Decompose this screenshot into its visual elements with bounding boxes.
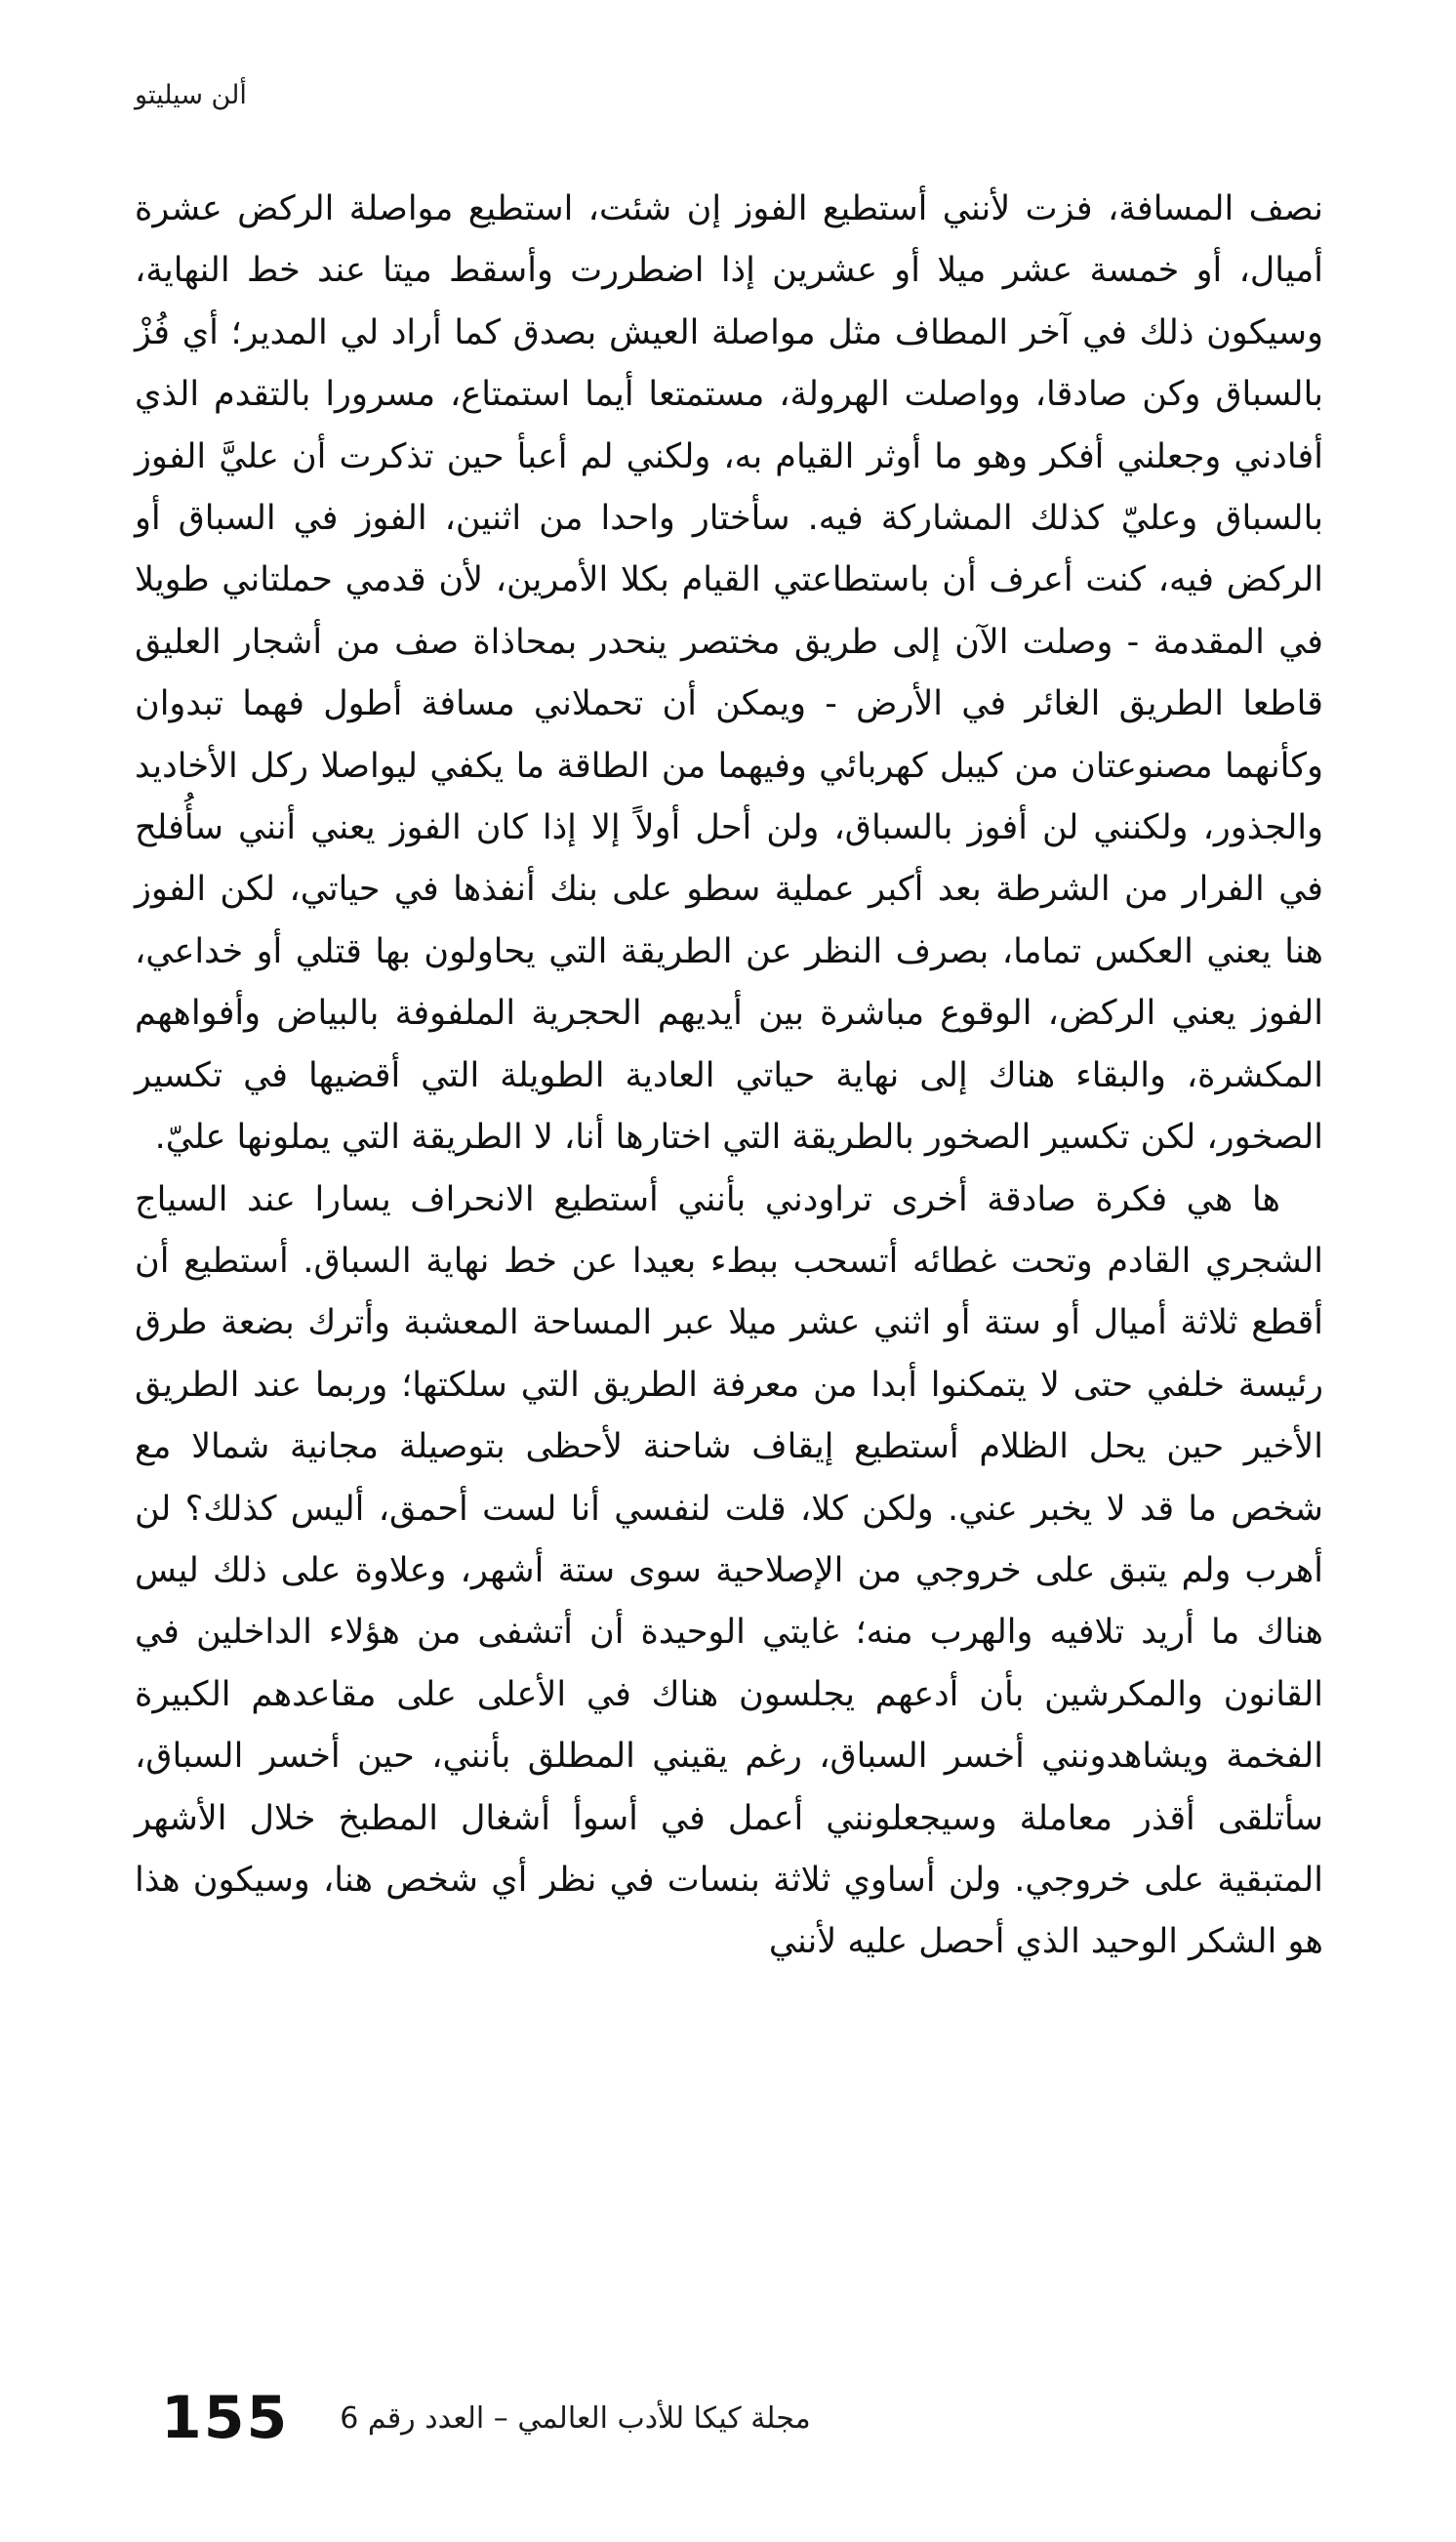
journal-title: مجلة كيكا للأدب العالمي – العدد رقم 6: [340, 2400, 811, 2436]
paragraph: نصف المسافة، فزت لأنني أستطيع الفوز إن شئت، استطيع مواصلة الركض عشرة أميال، أو خمسة عشر ميلا أو عشرين إذا اضطررت وأسقط ميتا عند خط النهاية، وسيكون ذلك في آخر المطاف مثل مواصلة العيش بصدق كما أراد لي المدير؛ أي فُزْ بالسباق وكن صادقا، وواصلت الهرولة، مستمتعا أيما استمتاع، مسرورا بالتقدم الذي أفادني وجعلني أفكر وهو ما أوثر القيام به، ولكني لم أعبأ حين تذكرت أن عليَّ الفوز بالسباق وعليّ كذلك المشاركة فيه. سأختار واحدا من اثنين، الفوز في السباق أو الركض فيه، كنت أعرف أن باستطاعتي القيام بكلا الأمرين، لأن قدمي حملتاني طويلا في المقدمة - وصلت الآن إلى طريق مختصر ينحدر بمحاذاة صف من أشجار العليق قاطعا الطريق الغائر في الأرض - ويمكن أن تحملاني مسافة أطول فهما تبدوان وكأنهما مصنوعتان من كيبل كهربائي وفيهما من الطاقة ما يكفي ليواصلا ركل الأخاديد والجذور، ولكنني لن أفوز بالسباق، ولن أحل أولاً إلا إذا كان الفوز يعني أنني سأُفلح في الفرار من الشرطة بعد أكبر عملية سطو على بنك أنفذها في حياتي، لكن الفوز هنا يعني العكس تماما، بصرف النظر عن الطريقة التي يحاولون بها قتلي أو خداعي، الفوز يعني الركض، الوقوع مباشرة بين أيديهم الحجرية الملفوفة بالبياض وأفواههم المكشرة، والبقاء هناك إلى نهاية حياتي العادية الطويلة التي أقضيها في تكسير الصخور، لكن تكسير الصخور بالطريقة التي اختارها أنا، لا الطريقة التي يملونها عليّ.: [135, 189, 1323, 1158]
body-text: [135, 179, 1323, 1974]
page-number: 155: [161, 2384, 290, 2452]
running-head-author: ألن سيليتو: [135, 80, 247, 110]
paragraph: ها هي فكرة صادقة أخرى تراودني بأنني أستطيع الانحراف يسارا عند السياج الشجري القادم وتحت غطائه أتسحب ببطء بعيدا عن خط نهاية السباق. أستطيع أن أقطع ثلاثة أميال أو ستة أو اثني عشر ميلا عبر المساحة المعشبة وأترك بضعة طرق رئيسة خلفي حتى لا يتمكنوا أبدا من معرفة الطريق التي سلكتها؛ وربما عند الطريق الأخير حين يحل الظلام أستطيع إيقاف شاحنة لأحظى بتوصيلة مجانية شمالا مع شخص ما قد لا يخبر عني. ولكن كلا، قلت لنفسي أنا لست أحمق، أليس كذلك؟ لن أهرب ولم يتبق على خروجي من الإصلاحية سوى ستة أشهر، وعلاوة على ذلك ليس هناك ما أريد تلافيه والهرب منه؛ غايتي الوحيدة أن أتشفى من هؤلاء الداخلين في القانون والمكرشين بأن أدعهم يجلسون هناك في الأعلى على مقاعدهم الكبيرة الفخمة ويشاهدونني أخسر السباق، رغم يقيني المطلق بأنني، حين أخسر السباق، سأتلقى أقذر معاملة وسيجعلونني أعمل في أسوأ أشغال المطبخ خلال الأشهر المتبقية على خروجي. ولن أساوي ثلاثة بنسات في نظر أي شخص هنا، وسيكون هذا هو الشكر الوحيد الذي أحصل عليه لأنني: [135, 1179, 1323, 1962]
page-footer: [161, 2384, 811, 2452]
